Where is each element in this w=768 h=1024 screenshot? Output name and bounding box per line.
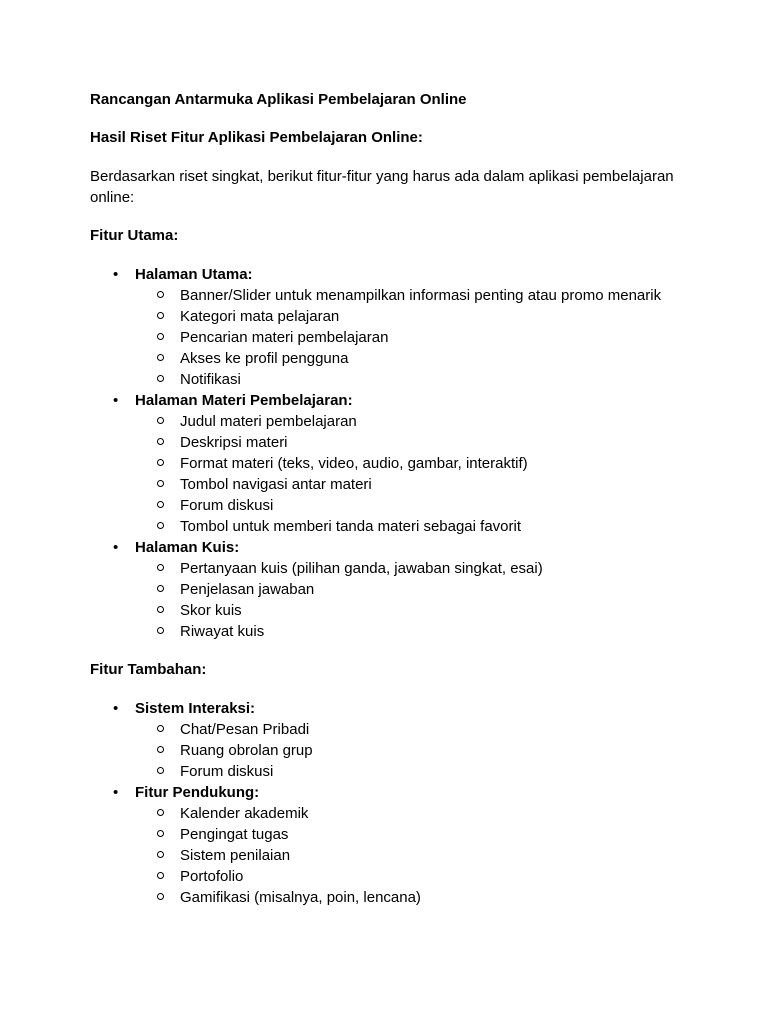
- list-item-text: Akses ke profil pengguna: [180, 350, 349, 367]
- list-item-text: Kalender akademik: [180, 805, 309, 822]
- circle-bullet-icon: [157, 893, 164, 900]
- list-item-text: Pengingat tugas: [180, 826, 289, 843]
- list-item-text: Judul materi pembelajaran: [180, 413, 357, 430]
- list-item-text: Deskripsi materi: [180, 434, 288, 451]
- circle-bullet-icon: [157, 459, 164, 466]
- list-item: [135, 327, 690, 348]
- circle-bullet-icon: [157, 725, 164, 732]
- sub-list: [135, 558, 690, 642]
- main-features-list: [90, 264, 690, 642]
- circle-bullet-icon: [157, 627, 164, 634]
- list-item-text: Penjelasan jawaban: [180, 581, 315, 598]
- bullet-icon: •: [113, 266, 119, 283]
- list-item-text: Pertanyaan kuis (pilihan ganda, jawaban singkat, esai): [180, 560, 543, 577]
- list-item: [135, 600, 690, 621]
- sub-list: [135, 803, 690, 908]
- list-item: [135, 803, 690, 824]
- bullet-icon: •: [113, 392, 119, 409]
- list-item-text: Banner/Slider untuk menampilkan informasi penting atau promo menarik: [180, 287, 662, 304]
- list-item-text: Kategori mata pelajaran: [180, 308, 340, 325]
- list-item-text: Forum diskusi: [180, 763, 274, 780]
- sub-list: [135, 285, 690, 390]
- document-page: [90, 90, 690, 908]
- list-item: [135, 719, 690, 740]
- list-item: [135, 558, 690, 579]
- section-item: [90, 537, 690, 642]
- section-label: Halaman Materi Pembelajaran:: [135, 392, 353, 409]
- section-item: [90, 782, 690, 908]
- section-label: Sistem Interaksi:: [135, 700, 256, 717]
- list-item-text: Chat/Pesan Pribadi: [180, 721, 310, 738]
- circle-bullet-icon: [157, 312, 164, 319]
- list-item-text: Skor kuis: [180, 602, 242, 619]
- section-item: [90, 698, 690, 782]
- list-item: [135, 348, 690, 369]
- circle-bullet-icon: [157, 606, 164, 613]
- list-item-text: Portofolio: [180, 868, 244, 885]
- document-title: Rancangan Antarmuka Aplikasi Pembelajaran Online: [90, 91, 467, 108]
- list-item: [135, 866, 690, 887]
- list-item: [135, 369, 690, 390]
- circle-bullet-icon: [157, 480, 164, 487]
- list-item: [135, 474, 690, 495]
- list-item: [135, 285, 690, 306]
- list-item-text: Format materi (teks, video, audio, gambar, interaktif): [180, 455, 528, 472]
- section-label: Halaman Utama:: [135, 266, 253, 283]
- list-item: [135, 824, 690, 845]
- list-item: [135, 516, 690, 537]
- list-item-text: Forum diskusi: [180, 497, 274, 514]
- circle-bullet-icon: [157, 291, 164, 298]
- section-item: [90, 390, 690, 537]
- circle-bullet-icon: [157, 746, 164, 753]
- list-item-text: Ruang obrolan grup: [180, 742, 313, 759]
- extra-features-heading: Fitur Tambahan:: [90, 661, 207, 678]
- list-item-text: Gamifikasi (misalnya, poin, lencana): [180, 889, 421, 906]
- list-item: [135, 411, 690, 432]
- list-item: [135, 306, 690, 327]
- main-features-heading: Fitur Utama:: [90, 227, 179, 244]
- list-item-text: Notifikasi: [180, 371, 241, 388]
- circle-bullet-icon: [157, 522, 164, 529]
- list-item: [135, 887, 690, 908]
- section-item: [90, 264, 690, 390]
- list-item: [135, 495, 690, 516]
- circle-bullet-icon: [157, 851, 164, 858]
- research-heading: Hasil Riset Fitur Aplikasi Pembelajaran Online:: [90, 129, 423, 146]
- list-item: [135, 453, 690, 474]
- circle-bullet-icon: [157, 585, 164, 592]
- circle-bullet-icon: [157, 830, 164, 837]
- list-item-text: Tombol navigasi antar materi: [180, 476, 372, 493]
- circle-bullet-icon: [157, 438, 164, 445]
- circle-bullet-icon: [157, 872, 164, 879]
- circle-bullet-icon: [157, 333, 164, 340]
- circle-bullet-icon: [157, 501, 164, 508]
- bullet-icon: •: [113, 784, 119, 801]
- list-item: [135, 621, 690, 642]
- circle-bullet-icon: [157, 809, 164, 816]
- circle-bullet-icon: [157, 375, 164, 382]
- bullet-icon: •: [113, 539, 119, 556]
- circle-bullet-icon: [157, 564, 164, 571]
- list-item-text: Pencarian materi pembelajaran: [180, 329, 389, 346]
- circle-bullet-icon: [157, 354, 164, 361]
- list-item: [135, 845, 690, 866]
- list-item-text: Sistem penilaian: [180, 847, 291, 864]
- list-item: [135, 761, 690, 782]
- list-item-text: Tombol untuk memberi tanda materi sebagai favorit: [180, 518, 522, 535]
- list-item: [135, 740, 690, 761]
- circle-bullet-icon: [157, 417, 164, 424]
- section-label: Halaman Kuis:: [135, 539, 240, 556]
- sub-list: [135, 719, 690, 782]
- circle-bullet-icon: [157, 767, 164, 774]
- sub-list: [135, 411, 690, 537]
- list-item-text: Riwayat kuis: [180, 623, 265, 640]
- list-item: [135, 579, 690, 600]
- list-item: [135, 432, 690, 453]
- extra-features-list: [90, 698, 690, 908]
- section-label: Fitur Pendukung:: [135, 784, 260, 801]
- intro-paragraph: Berdasarkan riset singkat, berikut fitur-fitur yang harus ada dalam aplikasi pembelajaran online:: [90, 168, 674, 206]
- bullet-icon: •: [113, 700, 119, 717]
